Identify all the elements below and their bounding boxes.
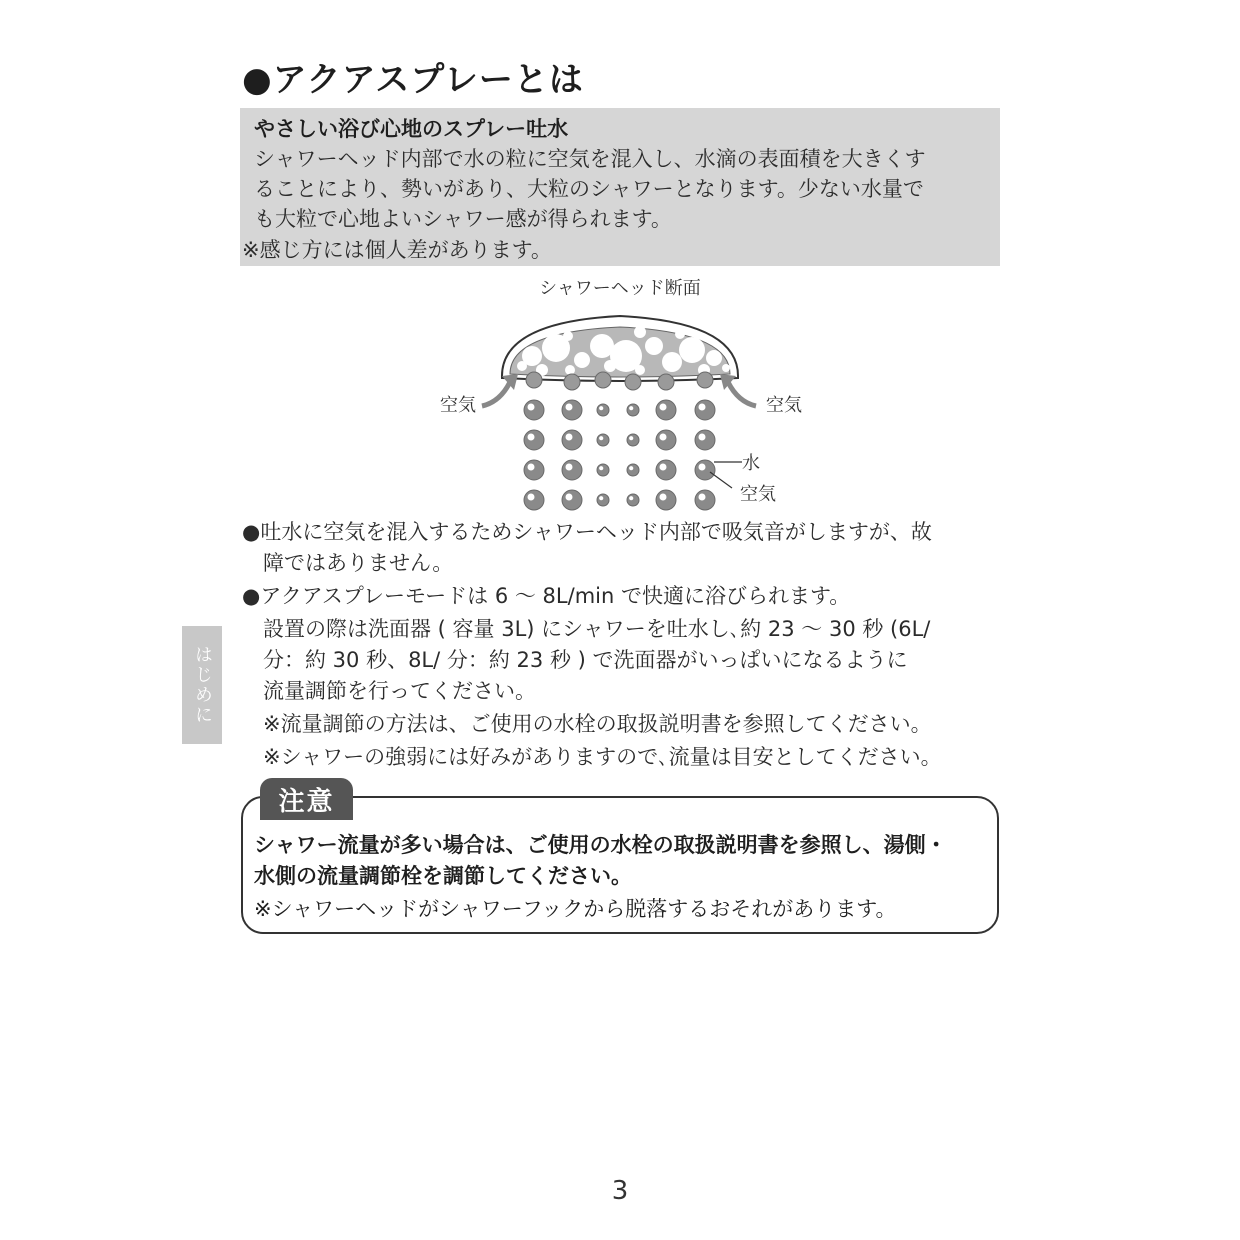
droplet-air-bubble xyxy=(599,436,603,440)
droplet-air-bubble xyxy=(528,464,535,471)
droplet-air-bubble xyxy=(699,464,706,471)
air-bubble xyxy=(706,350,722,366)
caution-note: ※シャワーヘッドがシャワーフックから脱落するおそれがあります。 xyxy=(254,897,897,921)
caution-label: 注意 xyxy=(260,778,353,820)
bullet-flow-rate: ●アクアスプレーモードは 6 ～ 8L/min で快適に浴びられます。 xyxy=(242,584,851,608)
air-bubble xyxy=(679,337,705,363)
air-bubble xyxy=(662,352,682,372)
water-droplet xyxy=(597,404,609,416)
droplet-air-bubble xyxy=(566,434,573,441)
water-droplet xyxy=(627,434,639,446)
air-label-left: 空気 xyxy=(440,395,476,416)
intro-line: シャワーヘッド内部で水の粒に空気を混入し、水滴の表面積を大きくす xyxy=(254,147,926,171)
air-bubble xyxy=(574,352,590,368)
intro-subtitle: やさしい浴び心地のスプレー吐水 xyxy=(254,117,569,141)
water-droplet xyxy=(524,430,544,450)
droplet-air-bubble xyxy=(599,406,603,410)
section-tab-label: はじめに xyxy=(192,645,213,725)
water-droplet xyxy=(695,490,715,510)
water-droplet xyxy=(658,374,674,390)
intro-line: も大粒で心地よいシャワー感が得られます。 xyxy=(254,207,672,231)
droplet-air-bubble xyxy=(528,434,535,441)
water-droplet xyxy=(562,490,582,510)
water-droplet xyxy=(625,374,641,390)
droplet-air-bubble xyxy=(660,434,667,441)
droplet-air-bubble xyxy=(566,494,573,501)
water-droplet xyxy=(524,400,544,420)
air-bubble xyxy=(722,364,730,372)
air-bubble-label: 空気 xyxy=(740,484,776,505)
droplet-air-bubble xyxy=(699,434,706,441)
water-droplet xyxy=(597,464,609,476)
water-droplet xyxy=(697,372,713,388)
water-droplet xyxy=(656,460,676,480)
water-droplet xyxy=(627,404,639,416)
bullet-suction-sound-cont: 障ではありません。 xyxy=(242,551,454,575)
page-number: 3 xyxy=(611,1176,629,1206)
air-inlet-arrow-left xyxy=(482,374,518,406)
droplet-air-bubble xyxy=(528,404,535,411)
air-bubble xyxy=(517,361,527,371)
air-bubble xyxy=(635,365,645,375)
droplet-air-bubble xyxy=(660,494,667,501)
air-bubble xyxy=(604,360,616,372)
caution-text: 水側の流量調節栓を調節してください。 xyxy=(254,864,632,888)
air-bubble xyxy=(565,365,575,375)
water-droplet xyxy=(656,490,676,510)
droplet-air-bubble xyxy=(629,406,633,410)
water-droplet xyxy=(695,400,715,420)
water-droplet xyxy=(597,434,609,446)
flow-setup-line: 流量調節を行ってください。 xyxy=(242,679,536,703)
intro-line: ることにより、勢いがあり、大粒のシャワーとなります。少ない水量で xyxy=(254,177,924,201)
droplet-air-bubble xyxy=(599,496,603,500)
droplet-air-bubble xyxy=(629,436,633,440)
droplet-air-bubble xyxy=(566,404,573,411)
water-droplet xyxy=(595,372,611,388)
air-leader-line xyxy=(710,472,732,488)
water-droplet xyxy=(526,372,542,388)
water-droplet xyxy=(524,460,544,480)
droplet-air-bubble xyxy=(660,464,667,471)
droplet-air-bubble xyxy=(660,404,667,411)
water-droplet xyxy=(562,430,582,450)
water-droplet xyxy=(627,494,639,506)
intro-note: ※感じ方には個人差があります。 xyxy=(242,238,552,262)
water-droplet xyxy=(656,430,676,450)
air-bubble xyxy=(675,329,685,339)
shower-head-diagram xyxy=(410,270,830,520)
air-bubble xyxy=(563,331,573,341)
water-droplet xyxy=(564,374,580,390)
flow-note: ※流量調節の方法は、ご使用の水栓の取扱説明書を参照してください。 xyxy=(242,712,932,736)
caution-text: シャワー流量が多い場合は、ご使用の水栓の取扱説明書を参照し、湯側・ xyxy=(254,833,947,857)
droplet-air-bubble xyxy=(629,496,633,500)
water-droplet xyxy=(627,464,639,476)
droplet-air-bubble xyxy=(566,464,573,471)
diagram-caption: シャワーヘッド断面 xyxy=(539,278,701,299)
droplet-air-bubble xyxy=(599,466,603,470)
water-droplets xyxy=(524,372,715,510)
water-droplet xyxy=(695,460,715,480)
droplet-air-bubble xyxy=(699,404,706,411)
water-droplet xyxy=(597,494,609,506)
air-label-right: 空気 xyxy=(766,395,802,416)
water-droplet xyxy=(562,400,582,420)
flow-note: ※シャワーの強弱には好みがありますので､流量は目安としてください。 xyxy=(242,745,942,769)
water-droplet xyxy=(656,400,676,420)
droplet-air-bubble xyxy=(528,494,535,501)
section-tab xyxy=(182,626,222,744)
flow-setup-line: 設置の際は洗面器 ( 容量 3L) にシャワーを吐水し､約 23 ～ 30 秒 (6L/ xyxy=(242,617,931,641)
shower-head-cross-section xyxy=(502,316,738,381)
air-bubble xyxy=(645,337,663,355)
water-label: 水 xyxy=(742,453,760,474)
water-droplet xyxy=(695,430,715,450)
flow-setup-line: 分：約 30 秒、8L/ 分：約 23 秒 ) で洗面器がいっぱいになるように xyxy=(242,648,908,672)
water-droplet xyxy=(524,490,544,510)
air-bubble xyxy=(634,326,646,338)
droplet-air-bubble xyxy=(699,494,706,501)
water-droplet xyxy=(562,460,582,480)
page-title: ●アクアスプレーとは xyxy=(242,60,584,100)
droplet-air-bubble xyxy=(629,466,633,470)
bullet-suction-sound: ●吐水に空気を混入するためシャワーヘッド内部で吸気音がしますが、故 xyxy=(242,520,932,544)
